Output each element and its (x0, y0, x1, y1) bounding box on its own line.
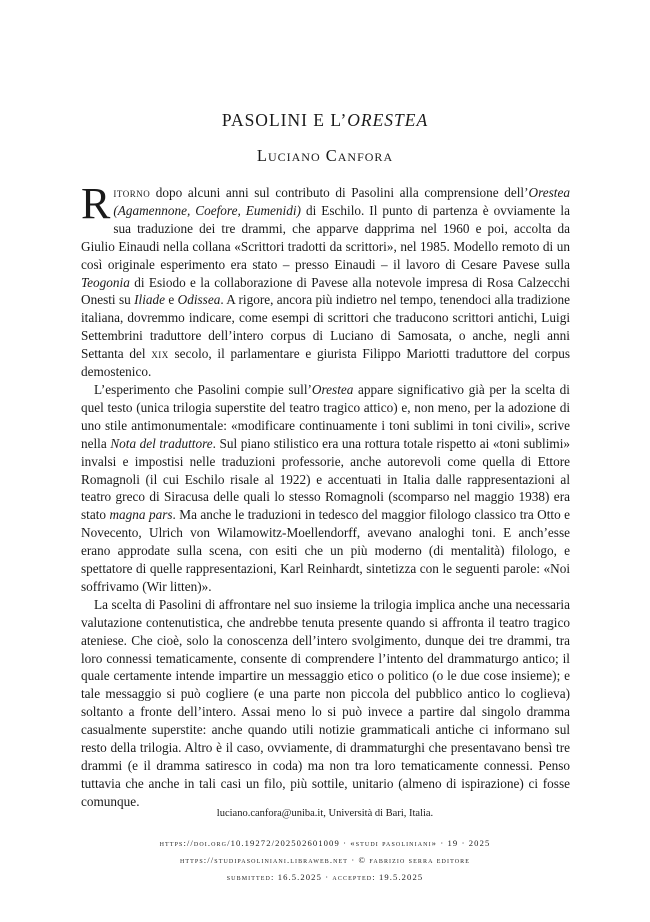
italic-run: Nota del traduttore (110, 435, 213, 451)
publisher-line: https://studipasoliniani.libraweb.net · © fabrizio serra editore (179, 855, 471, 865)
italic-run: Teogonia (81, 274, 130, 290)
submission-dates: submitted: 16.5.2025 · accepted: 19.5.2025 (226, 872, 424, 882)
century-numeral: xix (151, 346, 169, 362)
text-run: appare significativo già per la scelta di quel testo (unica trilogia superstite del teatro tragico attico) e, non meno, per la adozione di uno stile antimonumentale: «modificare continuamente i toni sublimi in toni civili», scrive nella (81, 381, 570, 451)
italic-run: Iliade (134, 292, 166, 308)
text-run: . Ma anche le traduzioni in tedesco del maggior filologo classico tra Otto e Novecento, Ulrich von Wilamowitz-Moellendorff, avevano analoghi toni. E anch’esse erano approdate sulla scena, con esiti che un più moderno (di mentalità) filologo, e spettatore di quelle rappresentazioni, Karl Reinhardt, sintetizza con le seguenti parole: «Noi soffrivamo (Wir litten)». (81, 507, 571, 594)
title-italic: ORESTEA (347, 110, 429, 130)
lead-word: itorno (113, 185, 151, 200)
author-affiliation: luciano.canfora@uniba.it, Università di Bari, Italia. (216, 808, 434, 819)
author-name: Luciano Canfora (256, 146, 394, 165)
italic-run: magna pars (109, 507, 173, 523)
paragraph-2 (81, 381, 570, 596)
italic-run: Odissea (177, 292, 221, 308)
italic-run: Orestea (311, 381, 354, 397)
article-title (0, 110, 650, 131)
title-text: PASOLINI E L’ (221, 110, 348, 130)
text-run: e (165, 292, 178, 308)
paragraph-3: La scelta di Pasolini di affrontare nel suo insieme la trilogia implica anche una necessaria valutazione contenutistica, che andrebbe tenuta presente quando si affronta il teatro tragico ateniese. Che cioè, solo la conoscenza dell’intero svolgimento, dunque dei tre drammi, tra loro connessi tematicamente, consente di comprendere l’intento del drammaturgo antico; il quale certamente intende impartire un messaggio etico o politico (o le due cose insieme); e tale messaggio si può cogliere (e una parte non piccola del pubblico antico lo coglieva) soltanto a fronte dell’intero. Assai meno lo si può invece a partire dal singolo dramma casualmente superstite: anche quando utili notizie grammaticali antiche ci informano sul resto della trilogia. Altro è il caso, ovviamente, di drammaturghi che presentavano bensì tre drammi (e il dramma satiresco in coda) ma non tra loro tematicamente connessi. Penso tuttavia che anche in tali casi un filo, più sottile, unitario (almeno di ispirazione) ci fosse comunque. (81, 596, 570, 809)
text-run: di Eschilo. Il punto di partenza è ovviamente la sua traduzione dei tre drammi, che apparve dapprima nel 1960 e poi, accolta da Giulio Einaudi nella collana «Scrittori tradotti da scrittori», nel 1985. Modello remoto di un così originale esperimento era stato – presso Einaudi – il lavoro di Cesare Pavese sulla (81, 202, 570, 272)
text-run: . Sul piano stilistico era una rottura totale rispetto ai «toni sublimi» invalsi e impostisi nelle traduzioni professorie, anche autorevoli come quella di Ettore Romagnoli (il cui Eschilo risale al 1922) e accentuati in Italia dalle rappresentazioni al teatro greco di Siracusa delle quali lo stesso Romagnoli (scomparso nel maggio 1938) era stato (81, 435, 571, 523)
text-run: dopo alcuni anni sul contributo di Pasolini alla comprensione dell’ (150, 185, 529, 200)
doi-line: https://doi.org/10.19272/202502601009 · «studi pasoliniani» · 19 · 2025 (159, 838, 491, 848)
text-run: . A rigore, ancora più indietro nel tempo, tenendoci alla tradizione italiana, dovremmo indicare, come esempi di scrittori che traducono scrittori antichi, Luigi Settembrini traduttore dell’intero corpus di Luciano di Samosata, o anche, negli anni Settanta del (81, 292, 570, 362)
text-run: L’esperimento che Pasolini compie sull’ (94, 381, 312, 397)
text-run: di Esiodo e la collaborazione di Pavese alla notevole impresa di Rosa Calzecchi Onesti su (81, 274, 570, 308)
article-body (81, 179, 571, 811)
paragraph-1 (81, 179, 571, 381)
text-run: secolo, il parlamentare e giurista Filippo Mariotti traduttore del corpus demostenico. (81, 346, 571, 380)
drop-cap: R (81, 179, 111, 228)
italic-run: Orestea (Agamennone, Coefore, Eumenidi) (113, 185, 570, 218)
